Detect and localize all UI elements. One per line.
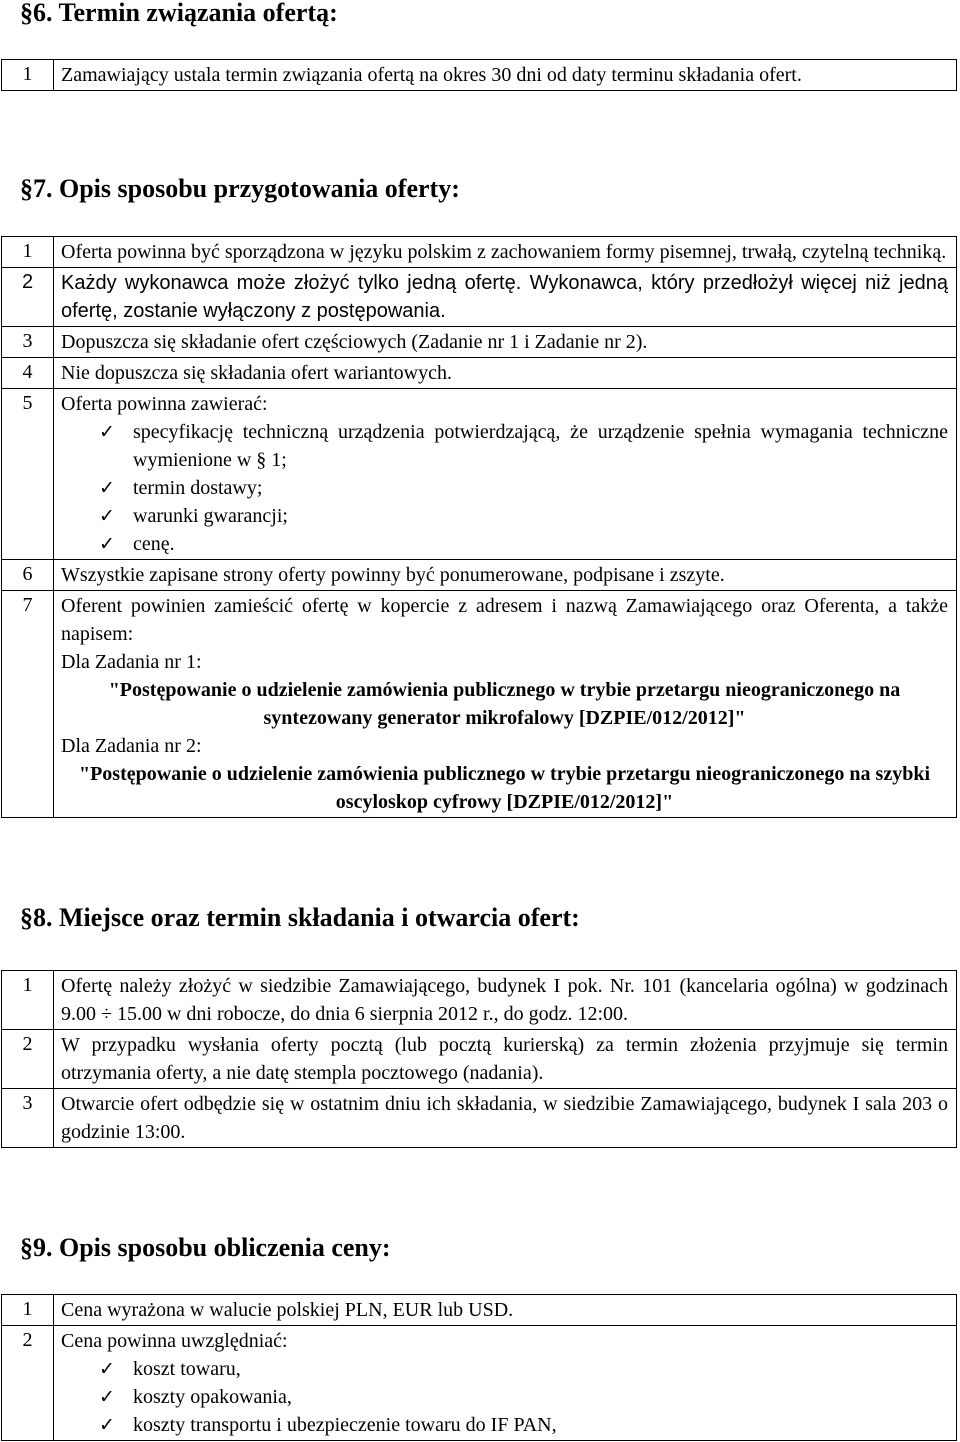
row-number: 4 xyxy=(2,358,54,389)
row-text: Otwarcie ofert odbędzie się w ostatnim dniu ich składania, w siedzibie Zamawiającego, budynek I sala 203 o godzinie 13:00. xyxy=(54,1089,957,1148)
row-text xyxy=(54,389,957,560)
task-1-title: "Postępowanie o udzielenie zamówienia publicznego w trybie przetargu nieograniczonego na syntezowany generator mikrofalowy [DZPIE/012/2012]" xyxy=(108,679,901,729)
row-number: 2 xyxy=(2,268,54,327)
section-6-table xyxy=(1,59,957,91)
table-row xyxy=(2,268,957,327)
table-row xyxy=(2,1295,957,1326)
row-number: 3 xyxy=(2,1089,54,1148)
list-item-text: termin dostawy; xyxy=(133,477,263,499)
row-number: 1 xyxy=(2,971,54,1030)
list-item xyxy=(99,1355,948,1383)
row-text: Ofertę należy złożyć w siedzibie Zamawiającego, budynek I pok. Nr. 101 (kancelaria ogólna) w godzinach 9.00 ÷ 15.00 w dni robocze, do dnia 6 sierpnia 2012 r., do godz. 12:00. xyxy=(54,971,957,1030)
list-item-text: cenę. xyxy=(133,533,175,555)
list-item-text: warunki gwarancji; xyxy=(133,505,288,527)
checkmark-icon: ✓ xyxy=(99,477,115,499)
list-item xyxy=(99,502,948,530)
section-8-heading xyxy=(20,903,580,933)
list-intro: Cena powinna uwzględniać: xyxy=(61,1330,288,1352)
list-item xyxy=(99,530,948,558)
list-item-text: koszty transportu i ubezpieczenie towaru do IF PAN, xyxy=(133,1414,557,1436)
section-9-heading xyxy=(20,1233,391,1263)
task-1-label: Dla Zadania nr 1: xyxy=(61,651,202,673)
row-text: W przypadku wysłania oferty pocztą (lub pocztą kurierską) za termin złożenia przyjmuje się termin otrzymania oferty, a nie datę stempla pocztowego (nadania). xyxy=(54,1030,957,1089)
section-number: §8. xyxy=(20,903,53,932)
checkmark-icon: ✓ xyxy=(99,1414,115,1436)
list-item-text: koszty opakowania, xyxy=(133,1386,292,1408)
row-number: 6 xyxy=(2,560,54,591)
checklist xyxy=(61,1355,948,1439)
section-title: Opis sposobu przygotowania oferty: xyxy=(59,174,460,203)
row-text: Cena wyrażona w walucie polskiej PLN, EUR lub USD. xyxy=(54,1295,957,1326)
task-2-title: "Postępowanie o udzielenie zamówienia publicznego w trybie przetargu nieograniczonego na szybki oscyloskop cyfrowy [DZPIE/012/2012]" xyxy=(78,763,931,813)
section-9-table xyxy=(1,1294,957,1441)
table-row xyxy=(2,1030,957,1089)
row-text: Wszystkie zapisane strony oferty powinny być ponumerowane, podpisane i zszyte. xyxy=(54,560,957,591)
list-item xyxy=(99,1411,948,1439)
section-title: Miejsce oraz termin składania i otwarcia ofert: xyxy=(59,903,580,932)
checkmark-icon: ✓ xyxy=(99,1386,115,1408)
section-8-table xyxy=(1,970,957,1148)
list-item xyxy=(99,474,948,502)
table-row xyxy=(2,358,957,389)
section-title: Termin związania ofertą: xyxy=(58,0,338,27)
table-row xyxy=(2,591,957,818)
list-item xyxy=(99,1383,948,1411)
list-item-text: specyfikację techniczną urządzenia potwierdzającą, że urządzenie spełnia wymagania techniczne wymienione w § 1; xyxy=(133,421,948,471)
row-text xyxy=(54,1326,957,1441)
section-number: §7. xyxy=(20,174,53,203)
row-number: 1 xyxy=(2,237,54,268)
checkmark-icon: ✓ xyxy=(99,505,115,527)
row-number: 1 xyxy=(2,1295,54,1326)
row-number: 3 xyxy=(2,327,54,358)
table-row xyxy=(2,237,957,268)
table-row xyxy=(2,327,957,358)
list-intro: Oferta powinna zawierać: xyxy=(61,393,268,415)
section-7-table xyxy=(1,236,957,818)
checkmark-icon: ✓ xyxy=(99,533,115,555)
checklist xyxy=(61,418,948,558)
checkmark-icon: ✓ xyxy=(99,421,115,443)
row-text xyxy=(54,591,957,818)
row-text: Każdy wykonawca może złożyć tylko jedną ofertę. Wykonawca, który przedłożył więcej niż jedną ofertę, zostanie wyłączony z postępowania. xyxy=(54,268,957,327)
row-number: 1 xyxy=(2,60,54,91)
section-7-heading xyxy=(20,174,460,204)
checkmark-icon: ✓ xyxy=(99,1358,115,1380)
section-number: §6. xyxy=(20,0,53,27)
task-2-label: Dla Zadania nr 2: xyxy=(61,735,202,757)
envelope-instruction: Oferent powinien zamieścić ofertę w kopercie z adresem i nazwą Zamawiającego oraz Oferenta, a także napisem: xyxy=(61,595,948,645)
table-row xyxy=(2,560,957,591)
row-number: 5 xyxy=(2,389,54,560)
table-row xyxy=(2,971,957,1030)
table-row xyxy=(2,1326,957,1441)
table-row xyxy=(2,1089,957,1148)
list-item-text: koszt towaru, xyxy=(133,1358,241,1380)
list-item xyxy=(99,418,948,474)
row-text: Nie dopuszcza się składania ofert wariantowych. xyxy=(54,358,957,389)
section-number: §9. xyxy=(20,1233,53,1262)
row-number: 2 xyxy=(2,1326,54,1441)
row-text: Dopuszcza się składanie ofert częściowych (Zadanie nr 1 i Zadanie nr 2). xyxy=(54,327,957,358)
row-text: Zamawiający ustala termin związania ofertą na okres 30 dni od daty terminu składania ofert. xyxy=(54,60,957,91)
table-row xyxy=(2,389,957,560)
row-number: 7 xyxy=(2,591,54,818)
section-6-heading xyxy=(20,0,338,28)
section-title: Opis sposobu obliczenia ceny: xyxy=(59,1233,391,1262)
table-row xyxy=(2,60,957,91)
row-text: Oferta powinna być sporządzona w języku polskim z zachowaniem formy pisemnej, trwałą, czytelną techniką. xyxy=(54,237,957,268)
row-number: 2 xyxy=(2,1030,54,1089)
